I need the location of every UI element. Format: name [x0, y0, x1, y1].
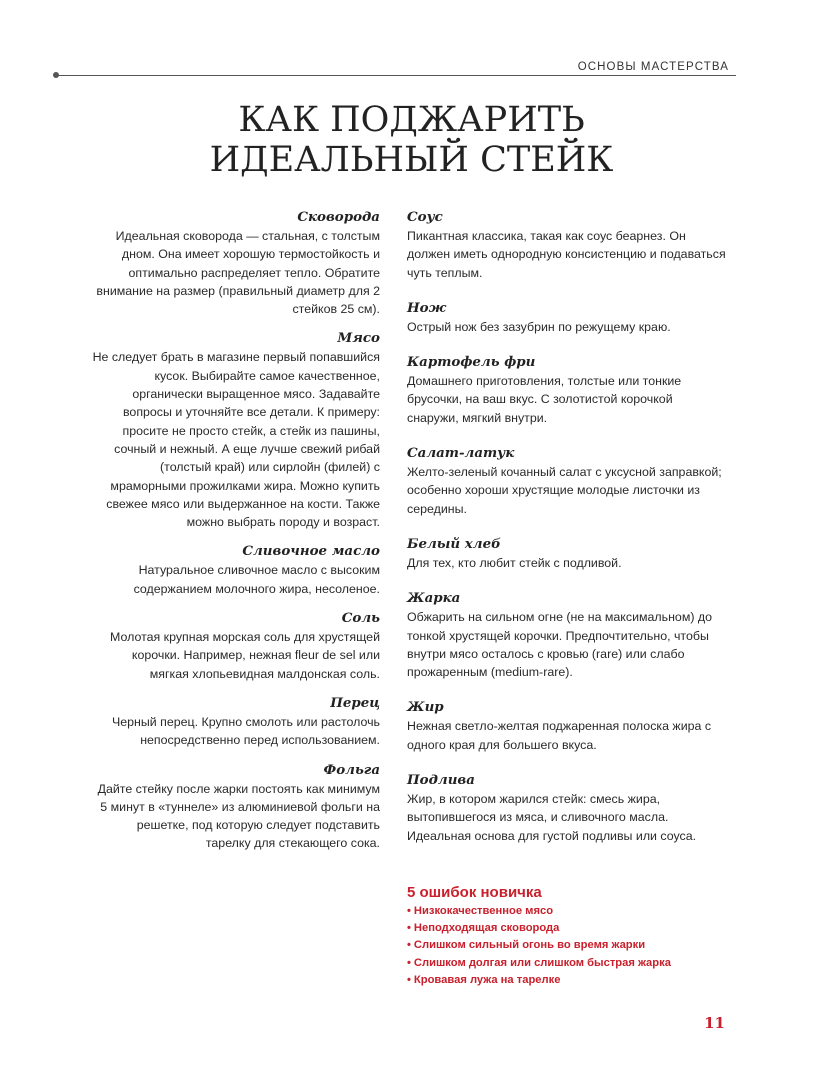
page-title: [0, 100, 823, 180]
section-text: Черный перец. Крупно смолоть или растолочь непосредственно перед использованием.: [111, 714, 380, 748]
section-skovoroda: [90, 208, 380, 318]
section-text: Пикантная классика, такая как соус беарнез. Он должен иметь однородную консистенцию и подаваться чуть теплым.: [407, 229, 726, 280]
section-text: Не следует брать в магазине первый попавшийся кусок. Выбирайте самое качественное, органически выращенное мясо. Задавайте вопросы и уточняйте все детали. К примеру: просите не просто стейк, а стейк из пашины, сочный и нежный. А еще лучше свежий рибай (толстый край) или сирлойн (филей) с мраморными прожилками жира. Можно купить свежее мясо или выдержанное на кости. Также можно выбрать породу и возраст.: [92, 350, 380, 530]
section-text: Молотая крупная морская соль для хрустящей корочки. Например, нежная fleur de sel или мягкая хлопьевидная малдонская соль.: [110, 630, 380, 681]
section-header: ОСНОВЫ МАСТЕРСТВА: [577, 61, 729, 73]
section-heading: Белый хлеб: [407, 535, 501, 552]
list-item-text: Низкокачественное мясо: [413, 905, 554, 917]
section-text: Идеальная сковорода — стальная, с толстым дном. Она имеет хорошую термостойкость и оптимально распределяет тепло. Обратите внимание на размер (правильный диаметр для 2 стейков 25 см).: [96, 229, 380, 317]
section-sous: [407, 208, 727, 282]
list-item: [407, 937, 737, 954]
section-podliva: [407, 771, 727, 845]
section-heading: Соус: [407, 209, 443, 225]
mistakes-title: 5 ошибок новичка: [407, 884, 542, 901]
section-text: Домашнего приготовления, толстые или тонкие брусочки, на ваш вкус. С золотистой корочкой снаружи, мягкий внутри.: [407, 374, 682, 425]
bullet-icon: •: [407, 905, 411, 917]
header-rule: [56, 75, 736, 76]
title-line-1: КАК ПОДЖАРИТЬ: [238, 100, 585, 140]
left-column: [90, 208, 380, 853]
section-text: Для тех, кто любит стейк с подливой.: [407, 555, 622, 570]
list-item-text: Кровавая лужа на тарелке: [413, 973, 561, 986]
section-text: Нежная светло-желтая поджаренная полоска жира с одного края для большего вкуса.: [407, 719, 712, 752]
section-heading: Нож: [407, 299, 447, 316]
section-heading: Салат-латук: [407, 445, 515, 462]
list-item-text: Слишком сильный огонь во время жарки: [413, 939, 646, 952]
page-number: 11: [704, 1014, 725, 1032]
section-myaso: [90, 329, 380, 531]
section-slivochnoe-maslo: [90, 542, 380, 598]
section-heading: Картофель фри: [407, 354, 536, 371]
section-heading: Жир: [407, 699, 444, 716]
section-heading: Сливочное масло: [242, 543, 380, 560]
section-heading: Перец: [330, 694, 380, 711]
list-item: [407, 955, 737, 972]
section-heading: Мясо: [337, 330, 380, 347]
bullet-icon: •: [407, 973, 411, 986]
mistakes-list: [407, 903, 737, 989]
list-item: [407, 972, 737, 989]
section-text: Желто-зеленый кочанный салат с уксусной заправкой; особенно хороши хрустящие молодые листочки из середины.: [407, 465, 722, 516]
section-text: Натуральное сливочное масло с высоким содержанием молочного жира, несоленое.: [133, 563, 380, 596]
list-item-text: Неподходящая сковорода: [413, 922, 560, 935]
section-kartofel-fri: [407, 353, 727, 427]
bullet-icon: •: [407, 922, 411, 935]
section-text: Жир, в котором жарился стейк: смесь жира, вытопившегося из мяса, и сливочного масла. Идеальная основа для густой подливы или соуса.: [407, 792, 697, 843]
section-heading: Сковорода: [297, 209, 380, 225]
section-zhir: [407, 698, 727, 754]
list-item: [407, 903, 737, 920]
section-sol: [90, 609, 380, 683]
section-heading: Подлива: [407, 772, 475, 789]
title-line-2: ИДЕАЛЬНЫЙ СТЕЙК: [209, 140, 614, 180]
section-nozh: [407, 299, 727, 336]
section-heading: Жарка: [407, 590, 461, 607]
section-heading: Фольга: [323, 761, 380, 778]
section-heading: Соль: [341, 610, 380, 627]
section-perec: [90, 694, 380, 750]
bullet-icon: •: [407, 939, 411, 952]
list-item-text: Слишком долгая или слишком быстрая жарка: [413, 956, 671, 969]
section-text: Дайте стейку после жарки постоять как минимум 5 минут в «туннеле» из алюминиевой фольги на решетке, под которую следует подставить тарелку для стекающего сока.: [97, 781, 380, 851]
section-folga: [90, 761, 380, 853]
right-column: [407, 208, 727, 845]
section-zharka: [407, 589, 727, 681]
mistakes-box: [407, 883, 737, 989]
list-item: [407, 920, 737, 937]
section-salat-latuk: [407, 444, 727, 518]
bullet-icon: •: [407, 956, 411, 969]
section-text: Острый нож без зазубрин по режущему краю.: [407, 319, 671, 334]
section-belyy-hleb: [407, 535, 727, 572]
section-text: Обжарить на сильном огне (не на максимальном) до тонкой хрустящей корочки. Предпочтительно, чтобы внутри мясо осталось с кровью (rare) или слабо прожаренным (medium-rare).: [407, 610, 713, 680]
